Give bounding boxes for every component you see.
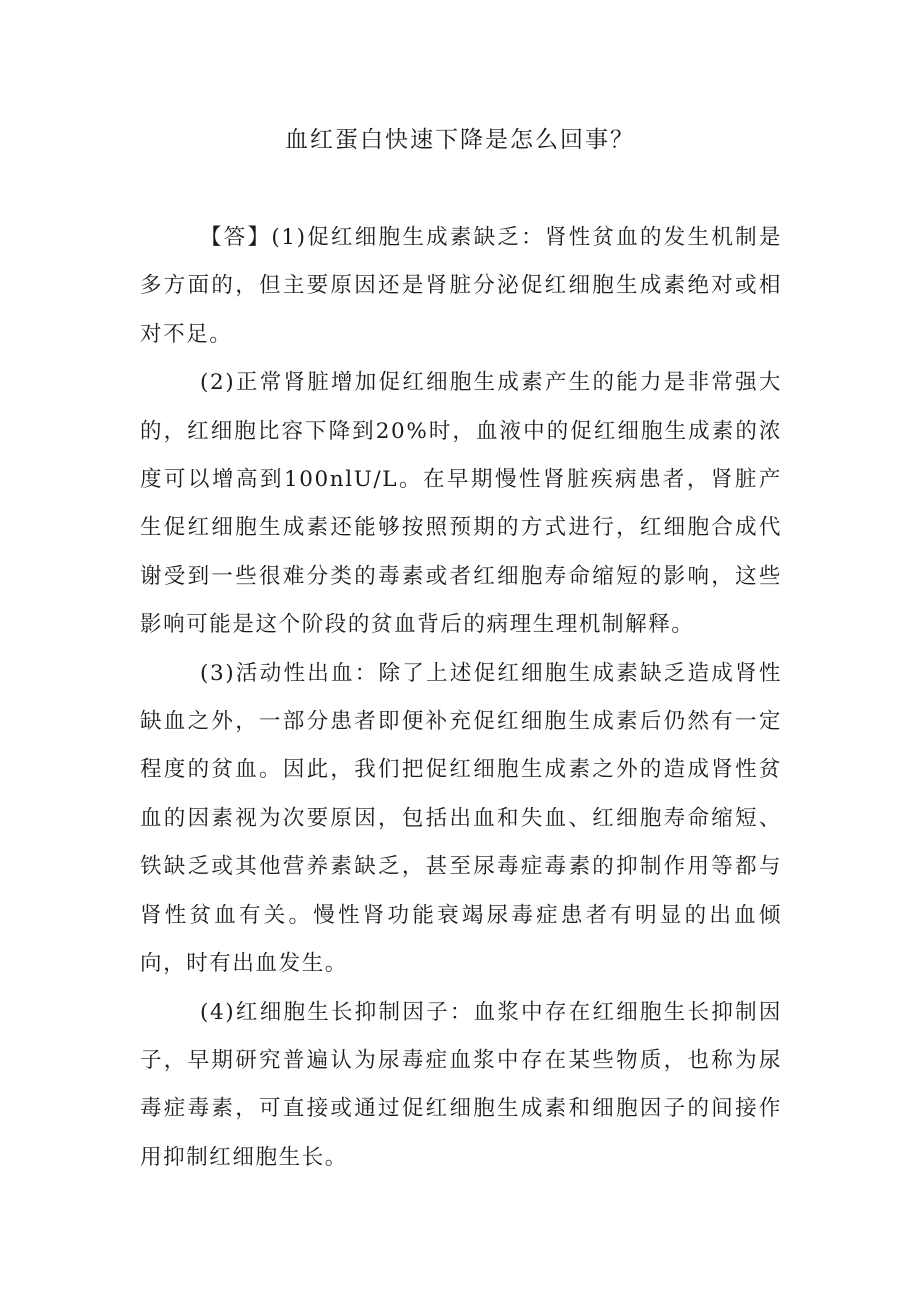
answer-paragraph-4: (4)红细胞生长抑制因子：血浆中存在红细胞生长抑制因子，早期研究普遍认为尿毒症血浆中存在某些物质，也称为尿毒症毒素，可直接或通过促红细胞生成素和细胞因子的间接作用抑制红细胞生长。 [140, 999, 782, 1170]
document-body [140, 214, 782, 1182]
answer-paragraph-3: (3)活动性出血：除了上述促红细胞生成素缺乏造成肾性缺血之外，一部分患者即便补充促红细胞生成素后仍然有一定程度的贫血。因此，我们把促红细胞生成素之外的造成肾性贫血的因素视为次要原因，包括出血和失血、红细胞寿命缩短、铁缺乏或其他营养素缺乏，甚至尿毒症毒素的抑制作用等都与肾性贫血有关。慢性肾功能衰竭尿毒症患者有明显的出血倾向，时有出血发生。 [140, 660, 782, 977]
document-title: 血红蛋白快速下降是怎么回事？ [285, 127, 635, 153]
answer-paragraph-1: 【答】(1)促红细胞生成素缺乏：肾性贫血的发生机制是多方面的，但主要原因还是肾脏分泌促红细胞生成素绝对或相对不足。 [140, 225, 782, 347]
answer-paragraph-2: (2)正常肾脏增加促红细胞生成素产生的能力是非常强大的，红细胞比容下降到20%时，血液中的促红细胞生成素的浓度可以增高到100nlU/L。在早期慢性肾脏疾病患者，肾脏产生促红细胞生成素还能够按照预期的方式进行，红细胞合成代谢受到一些很难分类的毒素或者红细胞寿命缩短的影响，这些影响可能是这个阶段的贫血背后的病理生理机制解释。 [140, 370, 782, 638]
